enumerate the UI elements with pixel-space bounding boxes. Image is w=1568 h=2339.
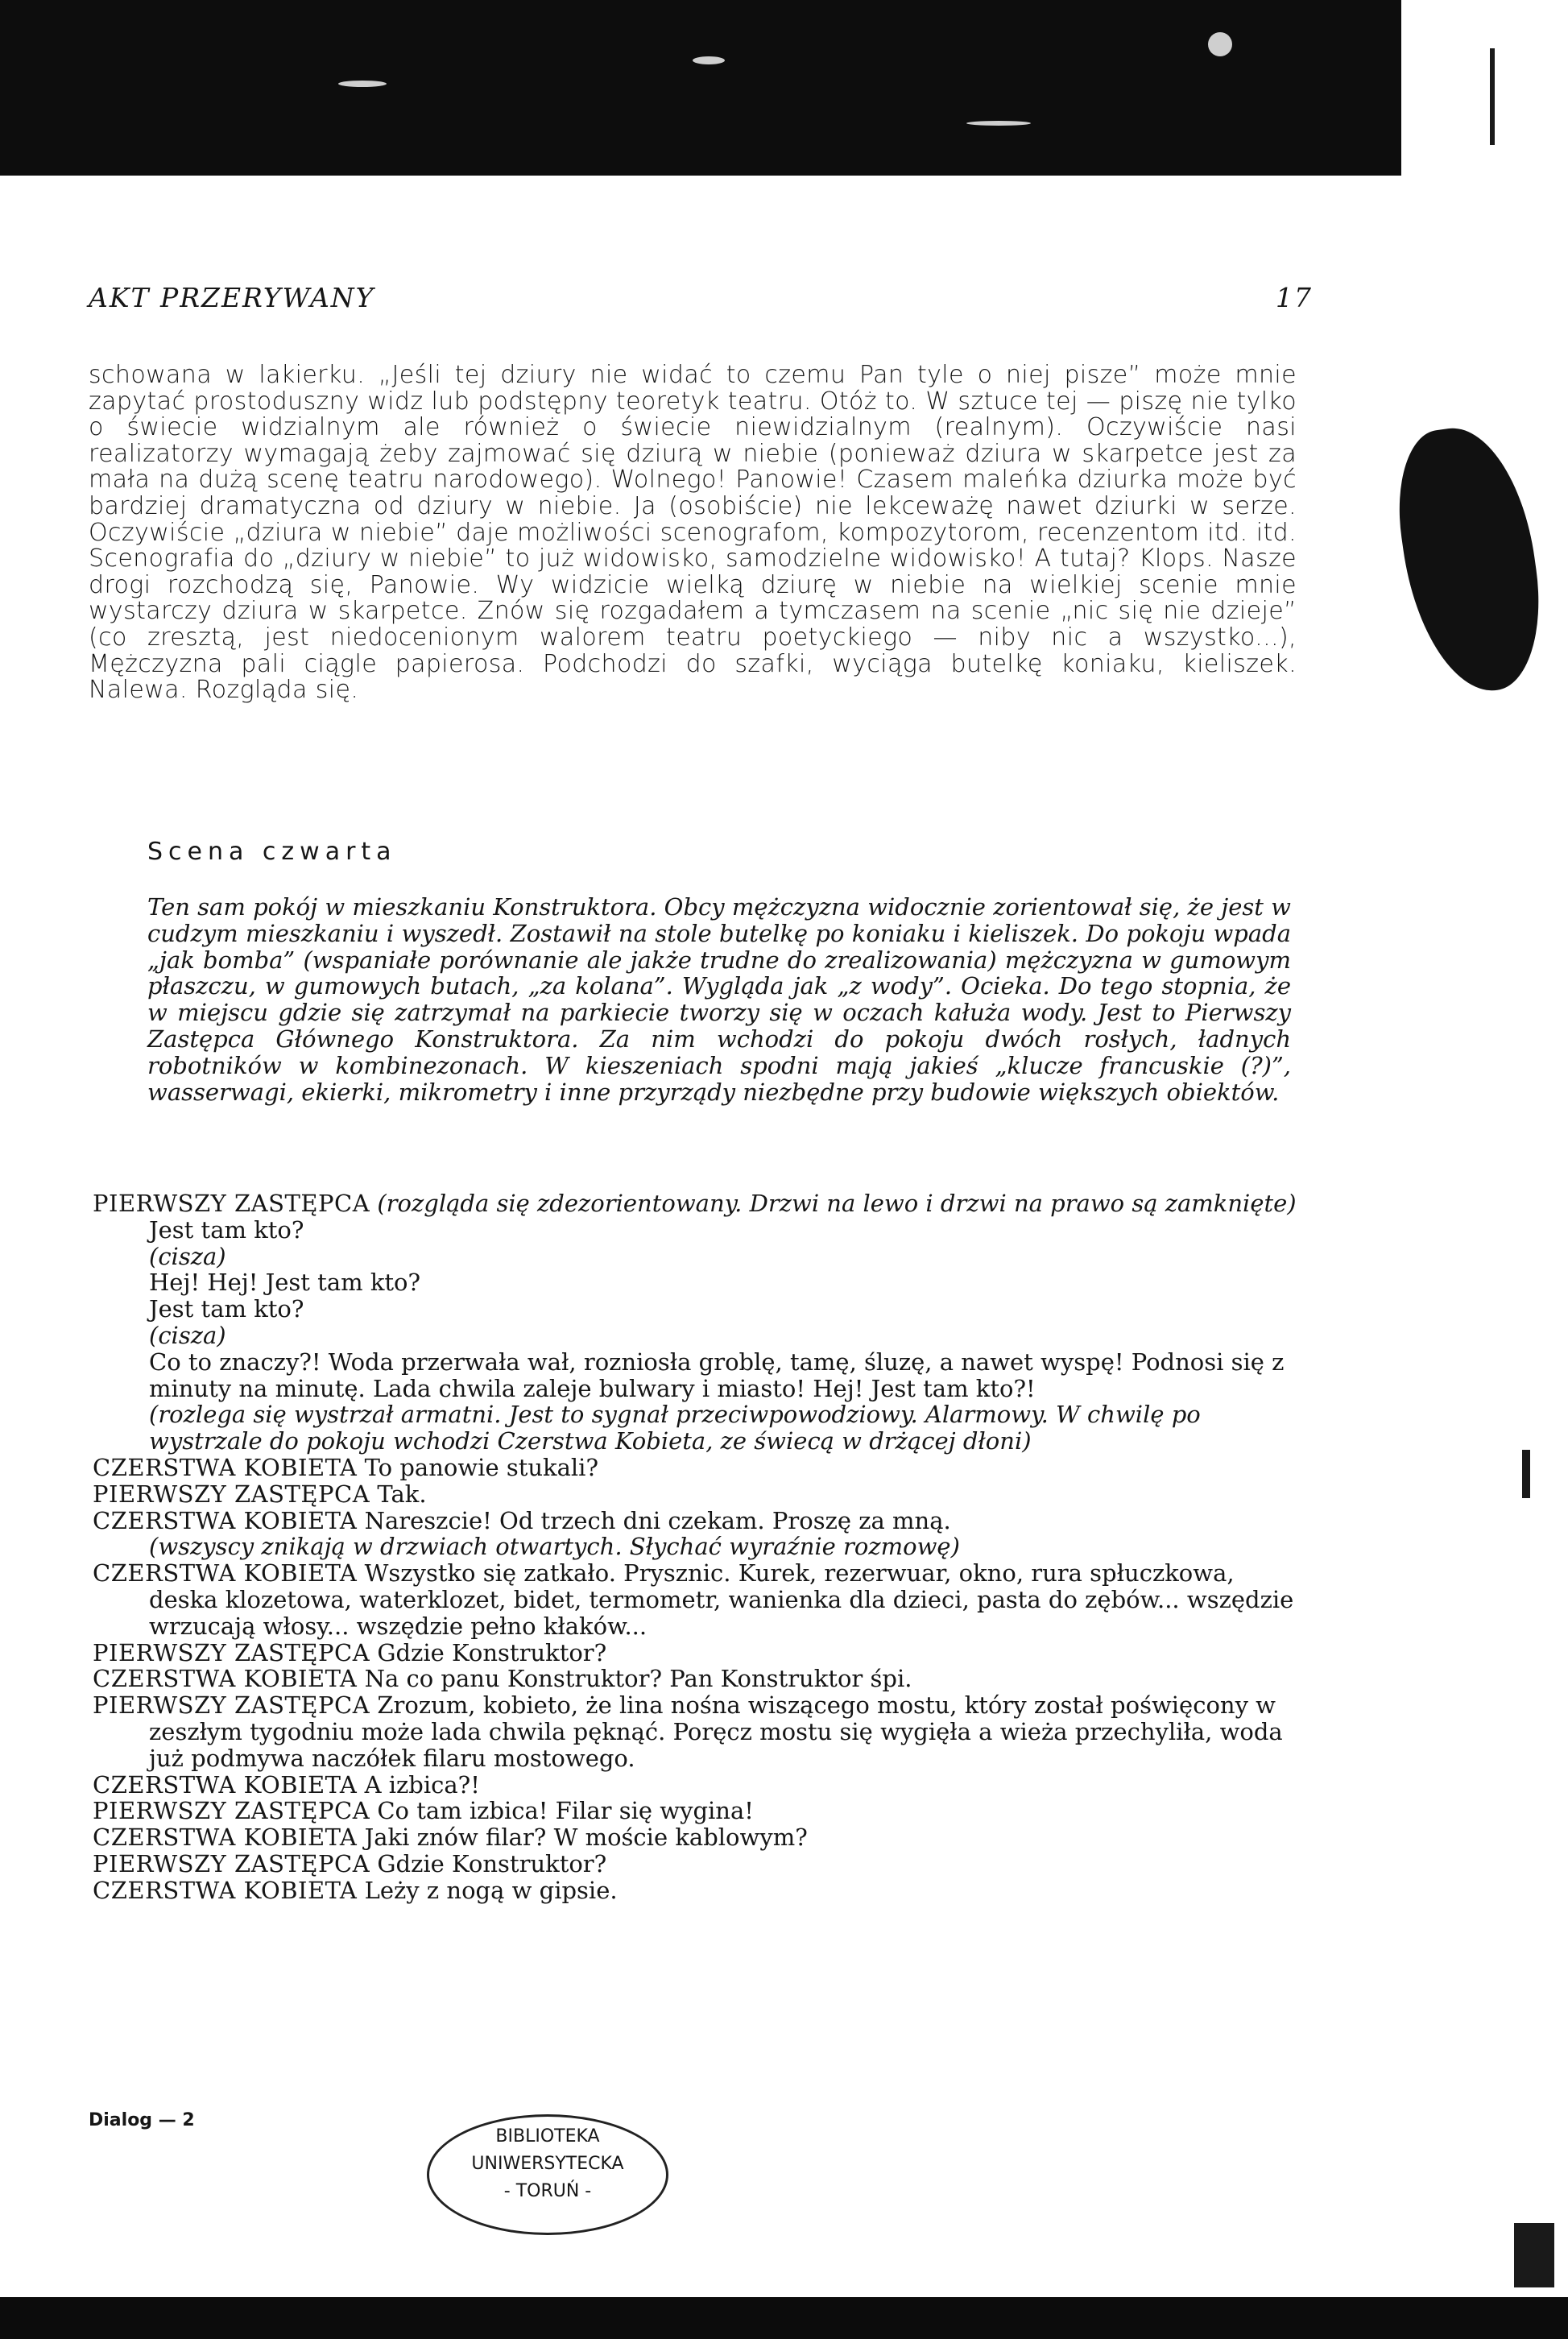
speaker-name: CZERSTWA KOBIETA bbox=[93, 1770, 358, 1799]
spoken-text: To panowie stukali? bbox=[364, 1453, 599, 1481]
footer-signature: Dialog — 2 bbox=[89, 2110, 195, 2130]
scan-speck bbox=[338, 81, 387, 87]
spoken-text: Jaki znów filar? W moście kablowym? bbox=[364, 1824, 808, 1852]
spoken-text: A izbica?! bbox=[364, 1770, 480, 1799]
spoken-text: Hej! Hej! Jest tam kto? bbox=[149, 1269, 421, 1297]
dialogue-line bbox=[93, 1217, 1301, 1244]
spoken-text: Zrozum, kobieto, że lina nośna wiszącego mostu, który został poświęcony w zeszłym tygodniu może lada chwila pęknąć. Poręcz mostu się wygięła a wieża przechyliła, woda już podmywa naczółek filaru mostowego. bbox=[149, 1691, 1283, 1772]
stage-direction-inline: (rozlega się wystrzał armatni. Jest to sygnał przeciwpowodziowy. Alarmowy. W chwilę po wystrzale do pokoju wchodzi Czerstwa Kobieta, ze świecą w drżącej dłoni) bbox=[149, 1401, 1201, 1455]
dialogue-line bbox=[93, 1269, 1301, 1296]
speaker-name: PIERWSZY ZASTĘPCA bbox=[93, 1480, 370, 1508]
stamp-line: BIBLIOTEKA bbox=[495, 2126, 600, 2146]
dialogue-line bbox=[93, 1508, 1301, 1534]
scan-speck bbox=[1208, 32, 1232, 56]
dialogue-line bbox=[93, 1560, 1301, 1639]
spoken-text: Leży z nogą w gipsie. bbox=[364, 1876, 618, 1904]
dialogue-block bbox=[93, 1190, 1301, 1904]
scan-top-dark-band bbox=[0, 0, 1401, 176]
scan-speck bbox=[966, 121, 1031, 126]
running-title: AKT PRZERYWANY bbox=[89, 282, 375, 313]
dialogue-line bbox=[93, 1349, 1301, 1402]
speaker-name: PIERWSZY ZASTĘPCA bbox=[93, 1691, 370, 1720]
dialogue-line bbox=[93, 1401, 1301, 1455]
scan-edge-mark bbox=[1514, 2223, 1554, 2287]
scan-edge-mark bbox=[1522, 1450, 1530, 1498]
speaker-name: CZERSTWA KOBIETA bbox=[93, 1876, 358, 1904]
dialogue-line bbox=[93, 1692, 1301, 1771]
dialogue-line bbox=[93, 1190, 1301, 1217]
dialogue-line bbox=[93, 1666, 1301, 1692]
scan-ink-blot bbox=[1388, 419, 1552, 700]
spoken-text: Wszystko się zatkało. Prysznic. Kurek, rezerwuar, okno, rura spłuczkowa, deska klozetowa, waterklozet, bidet, termometr, wanienka dla dzieci, pasta do zębów... wszędzie wrzucają włosy... wszędzie pełno kłaków... bbox=[149, 1559, 1294, 1640]
spoken-text: Gdzie Konstruktor? bbox=[377, 1849, 607, 1877]
dialogue-line bbox=[93, 1455, 1301, 1481]
scene-heading: Scena czwarta bbox=[147, 838, 397, 866]
stamp-line: UNIWERSYTECKA bbox=[471, 2154, 624, 2174]
speaker-name: CZERSTWA KOBIETA bbox=[93, 1506, 358, 1534]
spoken-text: Nareszcie! Od trzech dni czekam. Proszę za mną. bbox=[364, 1506, 951, 1534]
speaker-name: PIERWSZY ZASTĘPCA bbox=[93, 1849, 370, 1877]
stage-direction-inline: (cisza) bbox=[149, 1321, 226, 1349]
speaker-name: CZERSTWA KOBIETA bbox=[93, 1559, 358, 1588]
page-number: 17 bbox=[1276, 282, 1313, 313]
scan-speck bbox=[693, 56, 725, 64]
running-header bbox=[89, 282, 1313, 317]
dialogue-line bbox=[93, 1798, 1301, 1824]
speaker-name: CZERSTWA KOBIETA bbox=[93, 1665, 358, 1693]
dialogue-line bbox=[93, 1772, 1301, 1799]
spoken-text: Tak. bbox=[377, 1480, 427, 1508]
dialogue-line bbox=[93, 1323, 1301, 1349]
dialogue-line bbox=[93, 1534, 1301, 1560]
speaker-name: CZERSTWA KOBIETA bbox=[93, 1824, 358, 1852]
dialogue-line bbox=[93, 1824, 1301, 1851]
spoken-text: Jest tam kto? bbox=[149, 1215, 304, 1244]
stage-direction-inline: (rozgląda się zdezorientowany. Drzwi na lewo i drzwi na prawo są zamknięte) bbox=[377, 1190, 1297, 1217]
library-stamp bbox=[427, 2114, 668, 2235]
dialogue-line bbox=[93, 1640, 1301, 1666]
scan-bottom-dark-band bbox=[0, 2297, 1568, 2339]
stage-direction-inline: (cisza) bbox=[149, 1242, 226, 1270]
speaker-name: CZERSTWA KOBIETA bbox=[93, 1453, 358, 1481]
spoken-text: Co tam izbica! Filar się wygina! bbox=[377, 1797, 754, 1825]
dialogue-line bbox=[93, 1851, 1301, 1877]
scan-edge-mark bbox=[1490, 48, 1495, 145]
dialogue-line bbox=[93, 1244, 1301, 1270]
spoken-text: Gdzie Konstruktor? bbox=[377, 1638, 607, 1666]
spoken-text: Co to znaczy?! Woda przerwała wał, rozniosła groblę, tamę, śluzę, a nawet wyspę! Podnosi się z minuty na minutę. Lada chwila zaleje bulwary i miasto! Hej! Jest tam kto?! bbox=[149, 1348, 1285, 1402]
stage-direction-inline: (wszyscy znikają w drzwiach otwartych. Słychać wyraźnie rozmowę) bbox=[149, 1533, 960, 1561]
stage-direction: Ten sam pokój w mieszkaniu Konstruktora. Obcy mężczyzna widocznie zorientował się, że jest w cudzym mieszkaniu i wyszedł. Zostawił na stole butelkę po koniaku i kieliszek. Do pokoju wpada „jak bomba” (wspaniałe porównanie ale jakże trudne do zrealizowania) mężczyzna w gumowym płaszczu, w gumowych butach, „za kolana”. Wygląda jak „z wody”. Ocieka. Do tego stopnia, że w miejscu gdzie się zatrzymał na parkiecie tworzy się w oczach kałuża wody. Jest to Pierwszy Zastępca Głównego Konstruktora. Za nim wchodzi do pokoju dwóch rosłych, ładnych robotników w kombinezonach. W kieszeniach spodni mają jakieś „klucze francuskie (?)”, wasserwagi, ekierki, mikrometry i inne przyrządy niezbędne przy budowie większych obiektów. bbox=[147, 893, 1291, 1106]
body-paragraph: schowana w lakierku. „Jeśli tej dziury nie widać to czemu Pan tyle o niej pisze” może mnie zapytać prostoduszny widz lub podstępny teoretyk teatru. Otóż to. W sztuce tej — piszę nie tylko o świecie widzialnym ale również o świecie niewidzialnym (realnym). Oczywiście nasi realizatorzy wymagają żeby zajmować się dziurą w niebie (ponieważ dziura w skarpetce jest za mała na dużą scenę teatru narodowego). Wolnego! Panowie! Czasem maleńka dziurka może być bardziej dramatyczna od dziury w niebie. Ja (osobiście) nie lekceważę nawet dziurki w serze. Oczywiście „dziura w niebie” daje możliwości scenografom, kompozytorom, recenzentom itd. itd. Scenografia do „dziury w niebie” to już widowisko, samodzielne widowisko! A tutaj? Klops. Nasze drogi rozchodzą się, Panowie. Wy widzicie wielką dziurę w niebie na wielkiej scenie mnie wystarczy dziura w skarpetce. Znów się rozgadałem a tymczasem na scenie „nic się nie dzieje” (co zresztą, jest niedocenionym walorem teatru poetyckiego — niby nic a wszystko...), Mężczyzna pali ciągle papierosa. Podchodzi do szafki, wyciąga butelkę koniaku, kieliszek. Nalewa. Rozgląda się. bbox=[89, 361, 1297, 705]
speaker-name: PIERWSZY ZASTĘPCA bbox=[93, 1190, 370, 1217]
stamp-line: - TORUŃ - bbox=[503, 2181, 592, 2201]
speaker-name: PIERWSZY ZASTĘPCA bbox=[93, 1638, 370, 1666]
spoken-text: Jest tam kto? bbox=[149, 1295, 304, 1323]
dialogue-line bbox=[93, 1296, 1301, 1323]
dialogue-line bbox=[93, 1481, 1301, 1508]
speaker-name: PIERWSZY ZASTĘPCA bbox=[93, 1797, 370, 1825]
dialogue-line bbox=[93, 1877, 1301, 1904]
spoken-text: Na co panu Konstruktor? Pan Konstruktor śpi. bbox=[364, 1665, 912, 1693]
